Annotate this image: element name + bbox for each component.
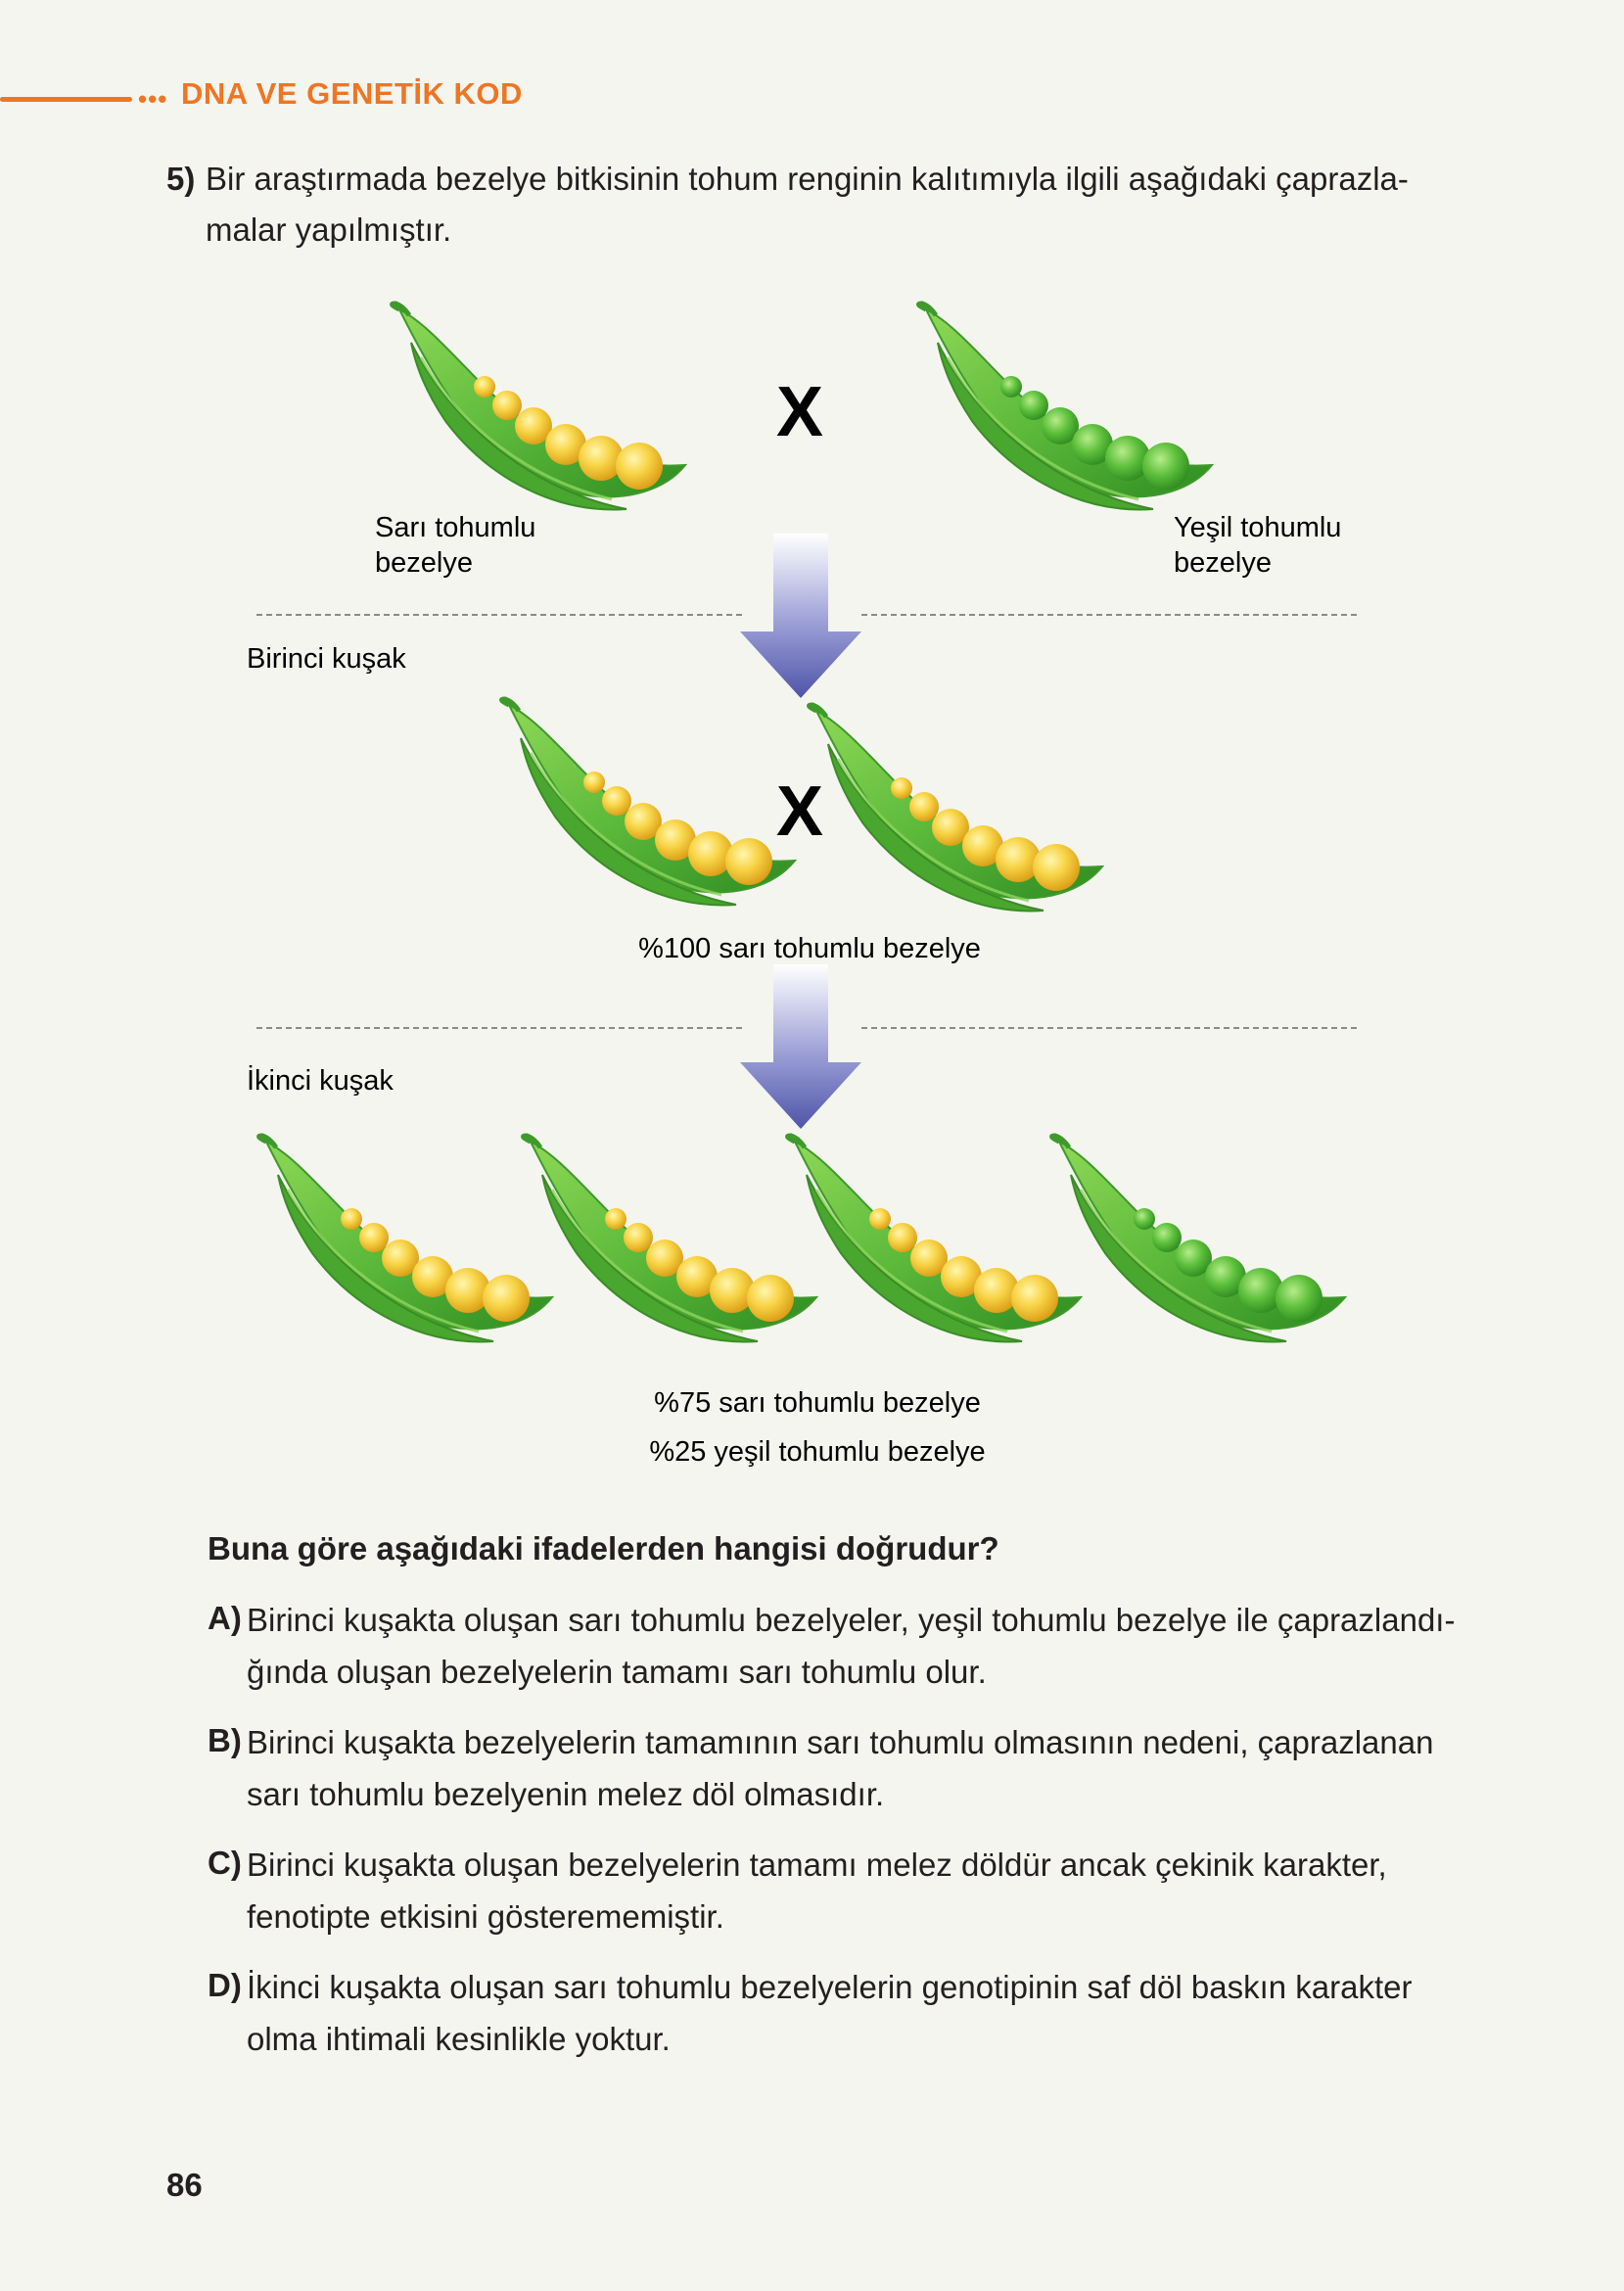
question-text-line-2: malar yapılmıştır. bbox=[206, 211, 452, 248]
option-b-text[interactable] bbox=[247, 1716, 1519, 1820]
option-a-line-2: ğında oluşan bezelyelerin tamamı sarı tohumlu olur. bbox=[247, 1654, 987, 1690]
option-a-text[interactable] bbox=[247, 1594, 1519, 1698]
option-c-letter[interactable]: C) bbox=[208, 1845, 242, 1881]
yellow-parent-label-1: Sarı tohumlu bbox=[375, 512, 536, 543]
green-parent-label-1: Yeşil tohumlu bbox=[1174, 512, 1342, 543]
generation-2-result-green: %25 yeşil tohumlu bezelye bbox=[649, 1436, 986, 1468]
header-dots: ••• bbox=[138, 84, 168, 114]
pea-pod-yellow-g2-2 bbox=[524, 1136, 816, 1341]
pea-pod-yellow-g2-1 bbox=[259, 1136, 552, 1341]
chapter-title: DNA VE GENETİK KOD bbox=[181, 76, 523, 111]
question-number: 5) bbox=[166, 161, 196, 197]
option-d-line-1: İkinci kuşakta oluşan sarı tohumlu bezelyelerin genotipinin saf döl baskın karakter bbox=[247, 1969, 1413, 2005]
option-d-line-2: olma ihtimali kesinlikle yoktur. bbox=[247, 2021, 671, 2057]
option-d-letter[interactable]: D) bbox=[208, 1967, 242, 2003]
yellow-parent-label-2: bezelye bbox=[375, 547, 473, 579]
option-a-line-1: Birinci kuşakta oluşan sarı tohumlu bezelyeler, yeşil tohumlu bezelye ile çaprazlandı- bbox=[247, 1602, 1456, 1638]
pea-pod-green-parent bbox=[919, 304, 1212, 509]
option-b-line-1: Birinci kuşakta bezelyelerin tamamının sarı tohumlu olmasının nedeni, çaprazlanan bbox=[247, 1724, 1434, 1760]
pea-pod-yellow-g2-3 bbox=[788, 1136, 1081, 1341]
arrow-down-1 bbox=[740, 534, 861, 698]
option-b-letter[interactable]: B) bbox=[208, 1722, 242, 1758]
cross-symbol-g1: X bbox=[775, 772, 824, 851]
option-a-letter[interactable]: A) bbox=[208, 1600, 242, 1636]
pea-pod-yellow-g1-right bbox=[810, 705, 1102, 911]
cross-symbol: X bbox=[775, 373, 824, 451]
arrow-down-2 bbox=[740, 964, 861, 1129]
generation-1-label: Birinci kuşak bbox=[247, 643, 406, 675]
pea-pod-green-g2-4 bbox=[1052, 1136, 1345, 1341]
generation-2-label: İkinci kuşak bbox=[247, 1065, 394, 1097]
generation-2-result-yellow: %75 sarı tohumlu bezelye bbox=[654, 1387, 981, 1419]
option-c-text[interactable] bbox=[247, 1839, 1519, 1942]
option-c-line-1: Birinci kuşakta oluşan bezelyelerin tamamı melez döldür ancak çekinik karakter, bbox=[247, 1847, 1387, 1883]
question-text-line-1: Bir araştırmada bezelye bitkisinin tohum renginin kalıtımıyla ilgili aşağıdaki çaprazla- bbox=[206, 161, 1409, 197]
pea-pod-yellow-parent bbox=[393, 304, 685, 509]
option-d-text[interactable] bbox=[247, 1961, 1519, 2065]
option-c-line-2: fenotipte etkisini gösterememiştir. bbox=[247, 1898, 724, 1935]
option-b-line-2: sarı tohumlu bezelyenin melez döl olmasıdır. bbox=[247, 1776, 885, 1812]
pea-pod-yellow-g1-left bbox=[502, 699, 795, 905]
question-prompt: Buna göre aşağıdaki ifadelerden hangisi doğrudur? bbox=[208, 1530, 999, 1566]
page-number: 86 bbox=[166, 2167, 203, 2203]
green-parent-label-2: bezelye bbox=[1174, 547, 1272, 579]
generation-1-result: %100 sarı tohumlu bezelye bbox=[638, 933, 981, 964]
